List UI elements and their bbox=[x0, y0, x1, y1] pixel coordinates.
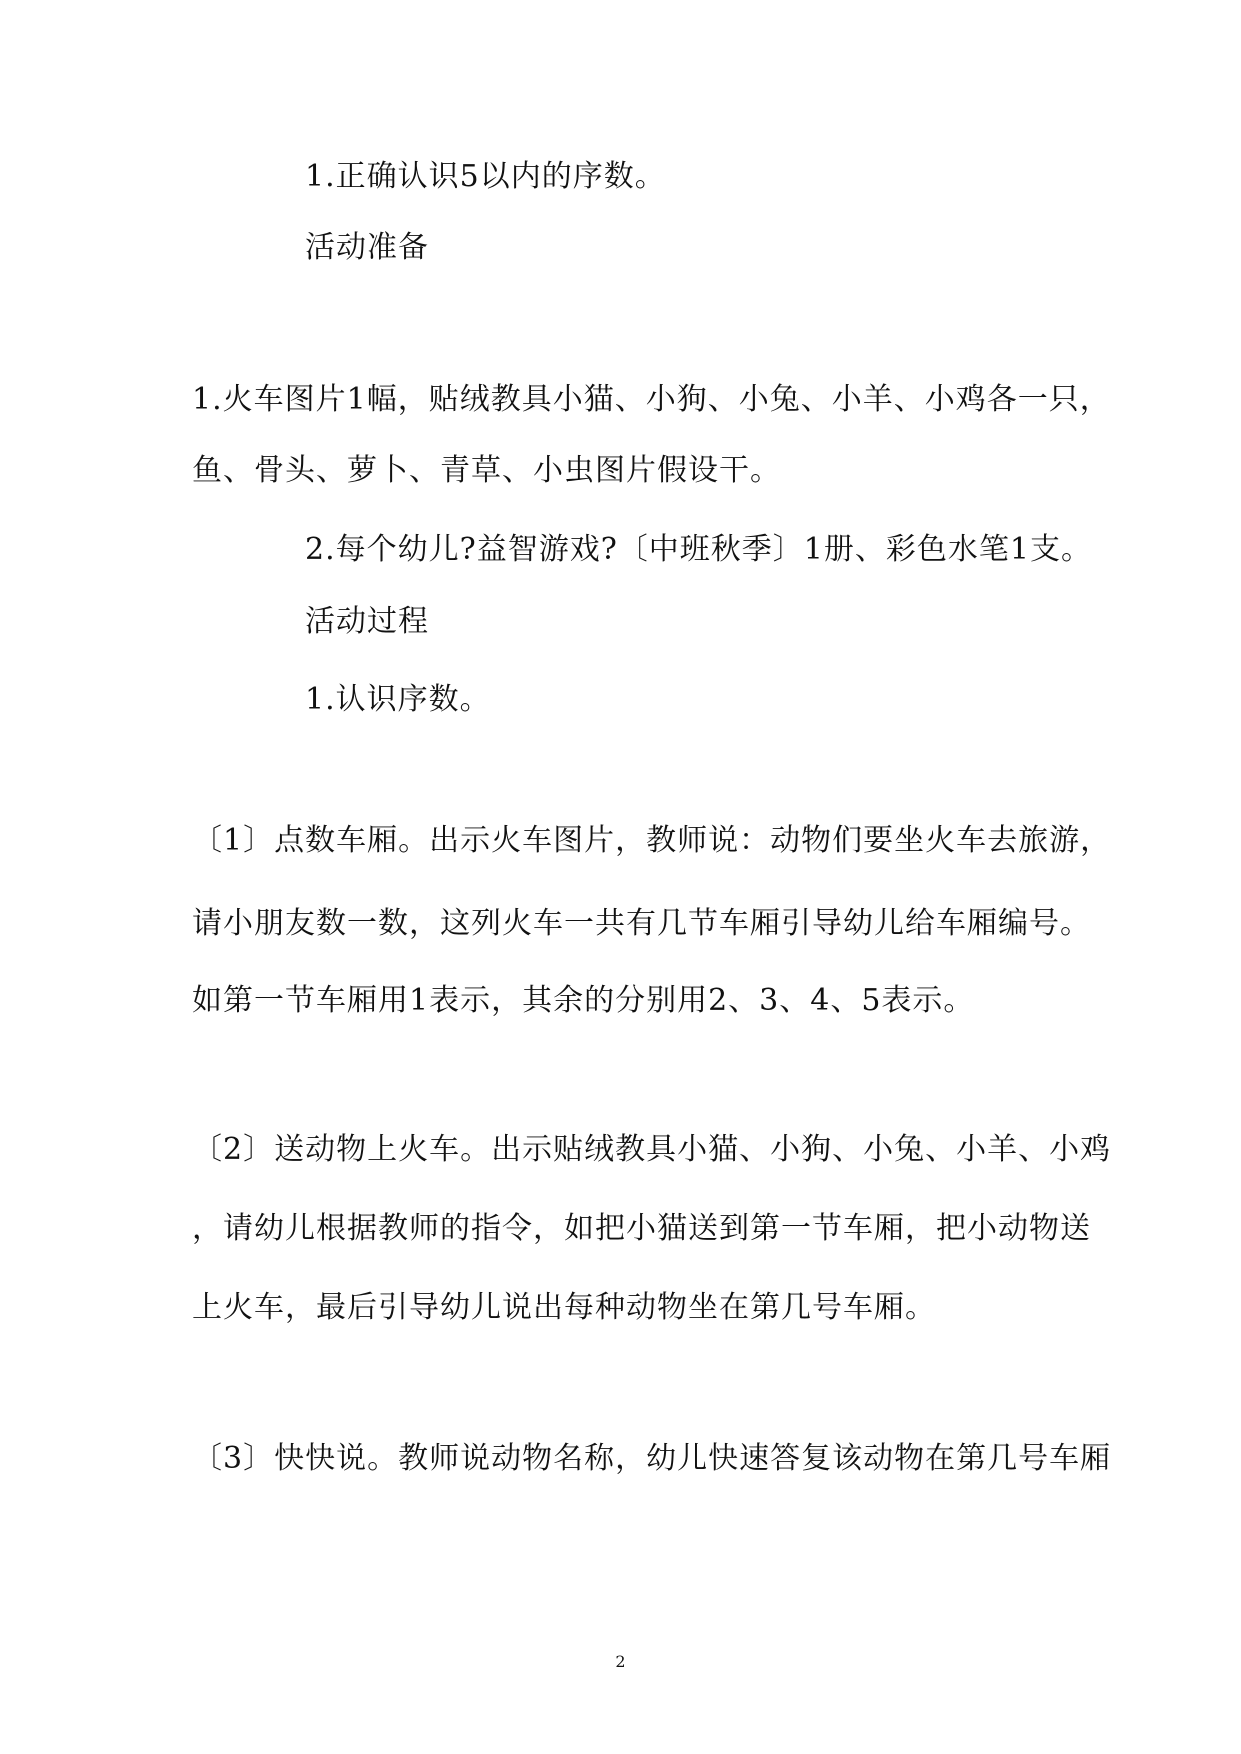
section-heading-process: 活动过程 bbox=[305, 604, 429, 639]
step-2-line-2: ，请幼儿根据教师的指令，如把小猫送到第一节车厢，把小动物送 bbox=[192, 1211, 1091, 1246]
preparation-item-1-line-2: 鱼、骨头、萝卜、青草、小虫图片假设干。 bbox=[192, 453, 781, 488]
step-1-line-3: 如第一节车厢用1表示，其余的分别用2、3、4、5表示。 bbox=[192, 983, 975, 1018]
preparation-item-1-line-1: 1.火车图片1幅，贴绒教具小猫、小狗、小兔、小羊、小鸡各一只， bbox=[192, 382, 1111, 417]
step-3-line-1: 〔3〕快快说。教师说动物名称，幼儿快速答复该动物在第几号车厢 bbox=[192, 1441, 1112, 1476]
step-2-line-3: 上火车，最后引导幼儿说出每种动物坐在第几号车厢。 bbox=[192, 1290, 936, 1325]
step-1-line-1: 〔1〕点数车厢。出示火车图片，教师说：动物们要坐火车去旅游， bbox=[192, 823, 1112, 858]
step-1-line-2: 请小朋友数一数，这列火车一共有几节车厢引导幼儿给车厢编号。 bbox=[192, 906, 1091, 941]
preparation-item-2: 2.每个幼儿?益智游戏?〔中班秋季〕1册、彩色水笔1支。 bbox=[305, 532, 1092, 567]
section-heading-preparation: 活动准备 bbox=[305, 230, 429, 265]
goal-item-1: 1.正确认识5以内的序数。 bbox=[305, 159, 666, 194]
step-2-line-1: 〔2〕送动物上火车。出示贴绒教具小猫、小狗、小兔、小羊、小鸡 bbox=[192, 1132, 1112, 1167]
page-number: 2 bbox=[615, 1652, 626, 1671]
process-step-1: 1.认识序数。 bbox=[305, 682, 491, 717]
